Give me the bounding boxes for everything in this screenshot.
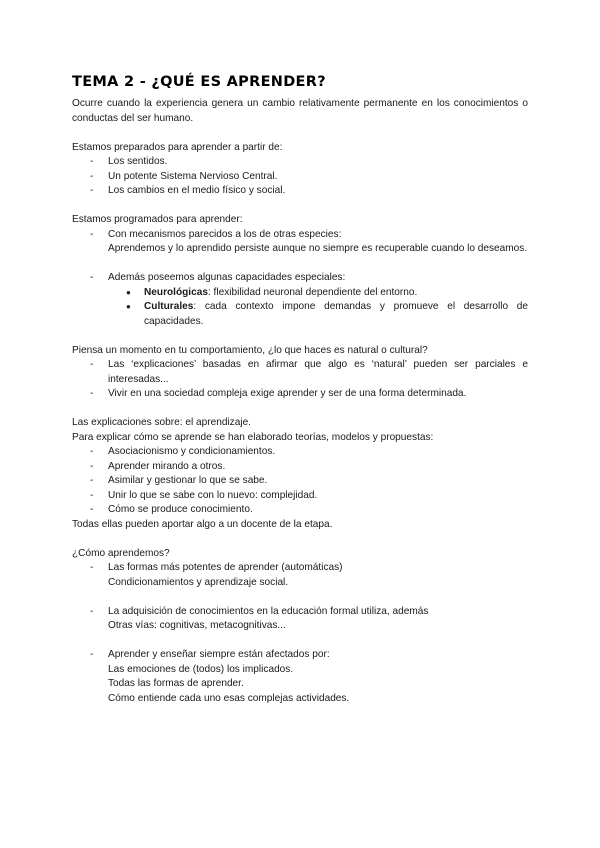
list-item-line: - Aprender y enseñar siempre están afectados por: [108, 649, 330, 660]
list-item-line: - Con mecanismos parecidos a los de otras especies: [108, 228, 342, 240]
list-item-line: Otras vías: cognitivas, metacognitivas... [108, 620, 286, 631]
como-list-2 [72, 605, 528, 634]
programados-heading: Estamos programados para aprender: [72, 214, 243, 225]
piensa-list [72, 358, 528, 402]
como-list-3 [72, 648, 528, 706]
explicaciones-heading: Las explicaciones sobre: el aprendizaje. [72, 417, 251, 428]
document-content [72, 73, 528, 706]
intro-paragraph: Ocurre cuando la experiencia genera un cambio relativamente permanente en los conocimientos o conductas del ser humano. [72, 98, 528, 124]
list-item: - Un potente Sistema Nervioso Central. [72, 170, 528, 185]
list-item-line: Aprendemos y lo aprendido persiste aunque no siempre es recuperable cuando lo deseamos. [108, 243, 528, 254]
list-item [72, 605, 528, 634]
explicaciones-footer: Todas ellas pueden aportar algo a un docente de la etapa. [72, 518, 333, 530]
preparados-heading: Estamos preparados para aprender a partir de: [72, 141, 283, 153]
programados-list [72, 228, 528, 257]
list-item: - Vivir en una sociedad compleja exige aprender y ser de una forma determinada. [72, 387, 528, 402]
list-item: - Unir lo que se sabe con lo nuevo: complejidad. [72, 489, 528, 504]
list-item-line: - Además poseemos algunas capacidades especiales: [108, 272, 346, 283]
capacidades-list [72, 271, 528, 329]
list-item-line: - La adquisición de conocimientos en la educación formal utiliza, además [108, 605, 429, 617]
list-item: - Aprender mirando a otros. [72, 460, 528, 475]
bullet-item [108, 300, 528, 329]
explicaciones-subheading: Para explicar cómo se aprende se han elaborado teorías, modelos y propuestas: [72, 431, 434, 443]
bullet-term: Neurológicas [144, 286, 208, 298]
list-item [72, 228, 528, 257]
bullet-text: : cada contexto impone demandas y promueve el desarrollo de capacidades. [144, 301, 528, 327]
list-item [72, 648, 528, 706]
preparados-list [72, 155, 528, 199]
list-item: - Los sentidos. [72, 155, 528, 170]
list-item-line: Condicionamientos y aprendizaje social. [108, 576, 289, 588]
list-item-line: Las emociones de (todos) los implicados. [108, 663, 294, 675]
list-item: - Los cambios en el medio físico y social. [72, 184, 528, 199]
list-item-line: Cómo entiende cada uno esas complejas actividades. [108, 692, 350, 704]
bullet-item [108, 286, 528, 301]
list-item: - Cómo se produce conocimiento. [72, 503, 528, 518]
list-item [72, 271, 528, 329]
list-item: - Las ‘explicaciones’ basadas en afirmar que algo es ‘natural’ pueden ser parciales e interesadas... [72, 358, 528, 387]
bullet-term: Culturales [144, 301, 194, 312]
list-item-line: - Las formas más potentes de aprender (automáticas) [108, 562, 343, 573]
page-title: TEMA 2 - ¿QUÉ ES APRENDER? [72, 74, 326, 90]
piensa-heading: Piensa un momento en tu comportamiento, ¿lo que haces es natural o cultural? [72, 344, 428, 356]
list-item: - Asimilar y gestionar lo que se sabe. [72, 474, 528, 489]
bullet-text: : flexibilidad neuronal dependiente del entorno. [207, 286, 418, 298]
list-item: - Asociacionismo y condicionamientos. [72, 445, 528, 460]
como-list-1 [72, 561, 528, 590]
explicaciones-list [72, 445, 528, 518]
capacidades-bullets [108, 286, 528, 330]
list-item-line: Todas las formas de aprender. [108, 678, 244, 689]
como-heading: ¿Cómo aprendemos? [72, 547, 170, 559]
list-item [72, 561, 528, 590]
